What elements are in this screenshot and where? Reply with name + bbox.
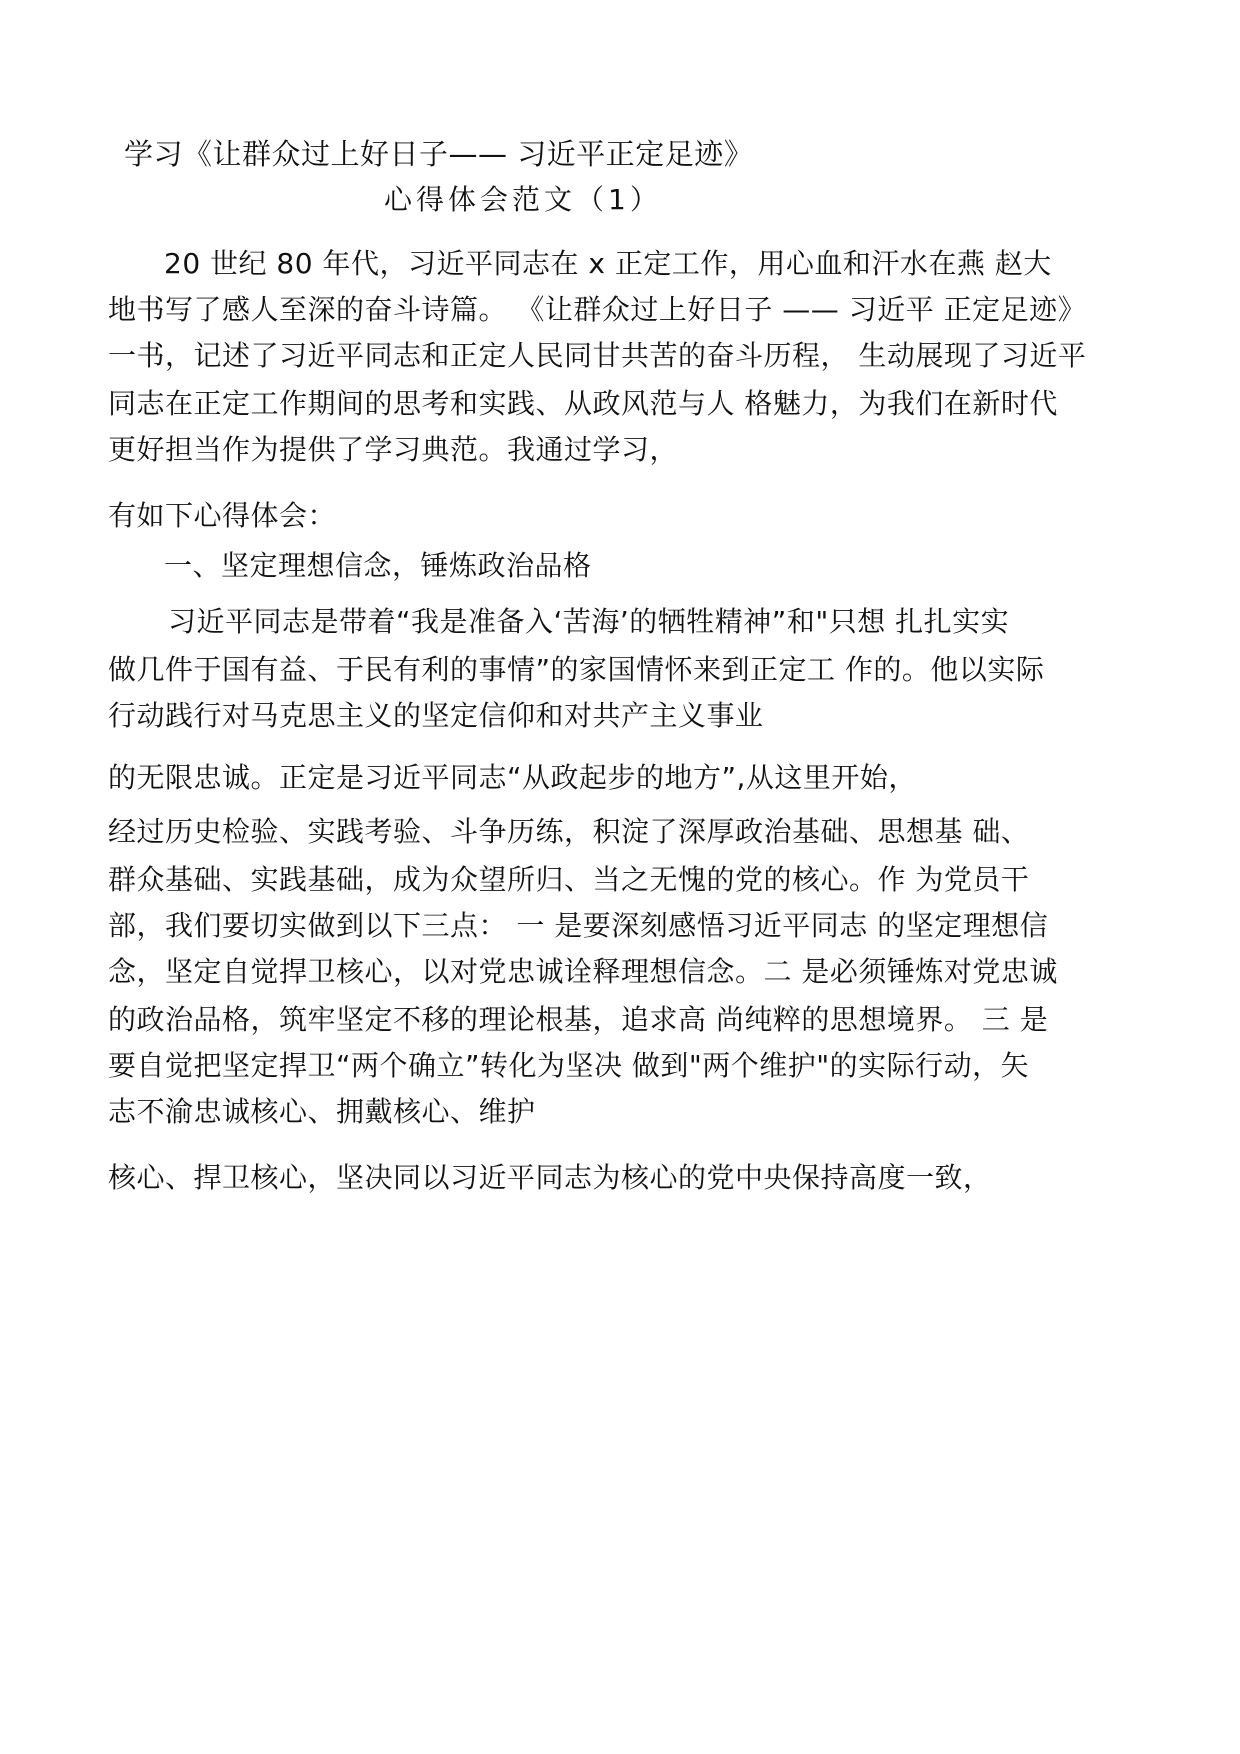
intro-line: 地书写了感人至深的奋斗诗篇。 《让群众过上好日子 —— 习近平 正定足迹》 bbox=[108, 293, 1087, 326]
paragraph-line: 经过历史检验、实践考验、斗争历练，积淀了深厚政治基础、思想基 础、 bbox=[108, 815, 1030, 848]
paragraph-line: 的政治品格，筑牢坚定不移的理论根基，追求高 尚纯粹的思想境界。 三 是 bbox=[108, 1003, 1049, 1036]
paragraph-line: 志不渝忠诚核心、拥戴核心、维护 bbox=[108, 1095, 536, 1128]
intro-line: 更好担当作为提供了学习典范。我通过学习， bbox=[108, 433, 679, 466]
paragraph-line: 行动践行对马克思主义的坚定信仰和对共产主义事业 bbox=[108, 699, 764, 732]
document-subtitle: 心得体会范文（1） bbox=[384, 183, 662, 216]
paragraph-line: 习近平同志是带着“我是准备入‘苦海’的牺牲精神”和"只想 扎扎实实 bbox=[168, 605, 1010, 638]
document-title: 学习《让群众过上好日子—— 习近平正定足迹》 bbox=[124, 137, 754, 171]
lead-in: 有如下心得体会： bbox=[108, 499, 337, 532]
intro-line: 同志在正定工作期间的思考和实践、从政风范与人 格魅力，为我们在新时代 bbox=[108, 387, 1058, 420]
intro-line: 一书，记述了习近平同志和正定人民同甘共苦的奋斗历程， 生动展现了习近平 bbox=[108, 339, 1087, 372]
paragraph-line: 要自觉把坚定捍卫“两个确立”转化为坚决 做到"两个维护"的实际行动，矢 bbox=[108, 1049, 1030, 1082]
paragraph-line: 念，坚定自觉捍卫核心，以对党忠诚诠释理想信念。二 是必须锤炼对党忠诚 bbox=[108, 955, 1058, 988]
paragraph-line: 做几件于国有益、于民有利的事情”的家国情怀来到正定工 作的。他以实际 bbox=[108, 653, 1045, 686]
paragraph-line: 部，我们要切实做到以下三点： 一 是要深刻感悟习近平同志 的坚定理想信 bbox=[108, 909, 1049, 942]
paragraph-line: 的无限忠诚。正定是习近平同志“从政起步的地方”,从这里开始， bbox=[108, 761, 917, 794]
section-heading: 一、坚定理想信念，锤炼政治品格 bbox=[164, 549, 592, 582]
paragraph-line: 群众基础、实践基础，成为众望所归、当之无愧的党的核心。作 为党员干 bbox=[108, 863, 1030, 896]
intro-line: 20 世纪 80 年代，习近平同志在 x 正定工作，用心血和汗水在燕 赵大 bbox=[164, 247, 1052, 280]
paragraph-line: 核心、捍卫核心，坚决同以习近平同志为核心的党中央保持高度一致， bbox=[108, 1161, 992, 1194]
